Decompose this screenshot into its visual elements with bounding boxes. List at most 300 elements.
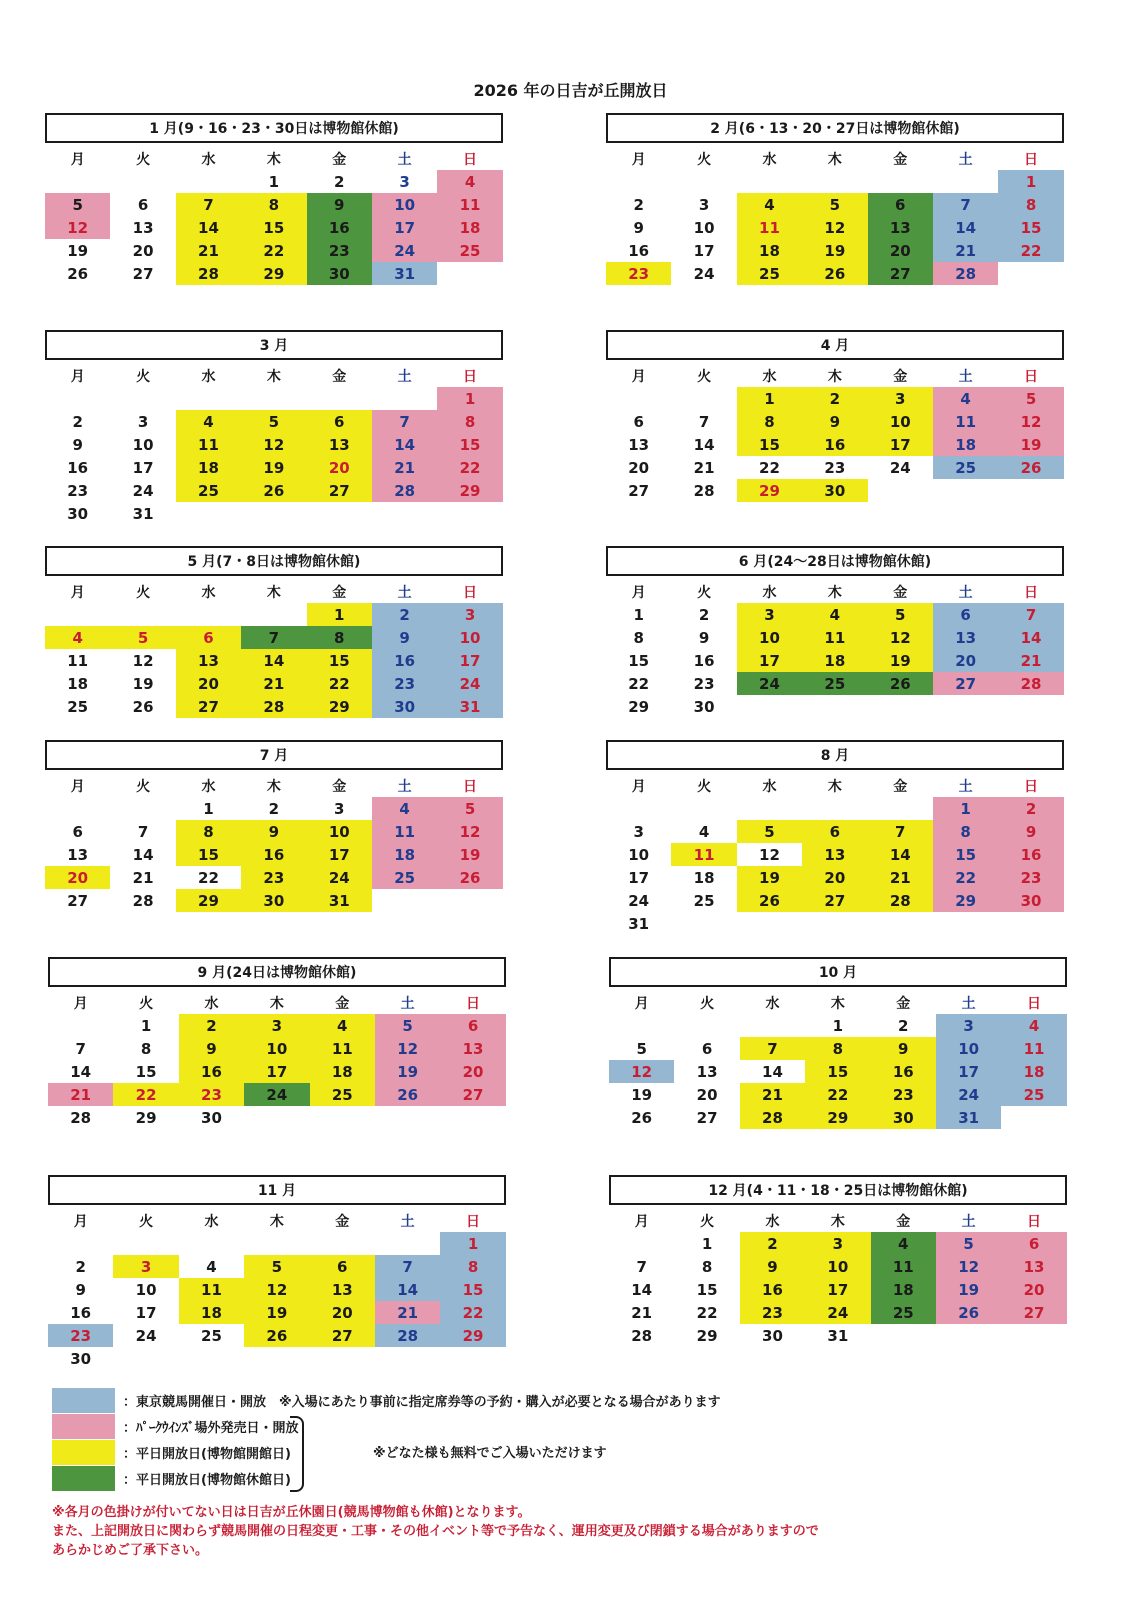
day-cell: 16 <box>693 651 715 670</box>
weekday-header: 土 <box>961 1213 976 1230</box>
day-cell: 24 <box>307 866 372 889</box>
empty-cell <box>110 170 175 193</box>
day-cell: 5 <box>636 1039 647 1058</box>
day-cell: 29 <box>696 1326 718 1345</box>
day-cell: 3 <box>113 1255 178 1278</box>
day-cell: 30 <box>307 262 372 285</box>
month-title: 6 月(24～28日は博物館休館) <box>606 546 1064 576</box>
day-cell: 7 <box>998 603 1063 626</box>
weekday-header: 月 <box>631 151 646 168</box>
empty-cell <box>113 1232 178 1255</box>
month-12 <box>609 1175 1067 1347</box>
day-cell: 10 <box>868 410 933 433</box>
day-cell: 31 <box>132 504 154 523</box>
day-cell: 5 <box>375 1014 440 1037</box>
day-cell: 29 <box>135 1108 157 1127</box>
weekday-header: 火 <box>700 995 715 1012</box>
legend-bracket <box>290 1416 304 1492</box>
day-cell: 6 <box>72 822 83 841</box>
weekday-header: 土 <box>958 368 973 385</box>
empty-cell <box>372 387 437 410</box>
day-cell: 16 <box>67 458 89 477</box>
month-10 <box>609 957 1067 1129</box>
day-cell: 4 <box>176 410 241 433</box>
weekday-header: 日 <box>463 778 478 795</box>
day-cell: 17 <box>135 1303 157 1322</box>
day-cell: 21 <box>372 456 437 479</box>
weekday-header: 木 <box>266 368 281 385</box>
weekday-header: 金 <box>335 995 350 1012</box>
weekday-header: 火 <box>139 995 154 1012</box>
day-cell: 18 <box>693 868 715 887</box>
day-cell: 28 <box>70 1108 92 1127</box>
day-cell: 10 <box>936 1037 1001 1060</box>
day-cell: 16 <box>179 1060 244 1083</box>
day-cell: 11 <box>67 651 89 670</box>
day-cell: 2 <box>372 603 437 626</box>
day-cell: 31 <box>827 1326 849 1345</box>
day-cell: 16 <box>628 241 650 260</box>
day-cell: 1 <box>268 172 280 191</box>
weekday-header: 金 <box>332 368 347 385</box>
weekday-header: 月 <box>73 1213 88 1230</box>
day-cell: 20 <box>802 866 867 889</box>
day-cell: 5 <box>936 1232 1001 1255</box>
day-cell: 14 <box>372 433 437 456</box>
weekday-header: 日 <box>1027 995 1042 1012</box>
weekday-header: 水 <box>765 1213 780 1230</box>
day-cell: 17 <box>868 433 933 456</box>
day-cell: 21 <box>998 649 1063 672</box>
day-cell: 1 <box>140 1016 152 1035</box>
day-cell: 5 <box>737 820 802 843</box>
day-cell: 18 <box>802 649 867 672</box>
day-cell: 23 <box>67 481 89 500</box>
empty-cell <box>375 1232 440 1255</box>
day-cell: 29 <box>737 479 802 502</box>
calendar-grid <box>45 580 503 718</box>
day-cell: 5 <box>868 603 933 626</box>
day-cell: 31 <box>437 695 502 718</box>
page-title: 2026 年の日吉が丘開放日 <box>473 81 668 100</box>
day-cell: 12 <box>375 1037 440 1060</box>
day-cell: 29 <box>307 695 372 718</box>
day-cell: 22 <box>628 674 650 693</box>
day-cell: 17 <box>244 1060 309 1083</box>
weekday-header: 日 <box>466 995 481 1012</box>
weekday-header: 木 <box>266 778 281 795</box>
day-cell: 18 <box>179 1301 244 1324</box>
day-cell: 10 <box>628 845 650 864</box>
day-cell: 24 <box>135 1326 157 1345</box>
day-cell: 11 <box>671 843 736 866</box>
month-title: 8 月 <box>606 740 1064 770</box>
weekday-header: 月 <box>70 151 85 168</box>
legend-swatch-green <box>52 1466 115 1491</box>
day-cell: 22 <box>437 456 502 479</box>
day-cell: 7 <box>375 1255 440 1278</box>
weekday-header: 水 <box>201 778 216 795</box>
weekday-header: 日 <box>1024 368 1039 385</box>
day-cell: 22 <box>805 1083 870 1106</box>
day-cell: 13 <box>1001 1255 1066 1278</box>
empty-cell <box>45 170 110 193</box>
day-cell: 22 <box>241 239 306 262</box>
weekday-header: 木 <box>830 995 845 1012</box>
day-cell: 26 <box>244 1324 309 1347</box>
day-cell: 1 <box>832 1016 844 1035</box>
day-cell: 10 <box>135 1280 157 1299</box>
weekday-header: 火 <box>136 368 151 385</box>
weekday-header: 金 <box>896 995 911 1012</box>
weekday-header: 月 <box>73 995 88 1012</box>
day-cell: 17 <box>805 1278 870 1301</box>
legend-swatch-blue <box>52 1388 115 1413</box>
day-cell: 13 <box>440 1037 505 1060</box>
day-cell: 3 <box>399 172 410 191</box>
day-cell: 30 <box>693 697 715 716</box>
month-title: 1 月(9・16・23・30日は博物館休館) <box>45 113 503 143</box>
day-cell: 10 <box>737 626 802 649</box>
day-cell: 27 <box>440 1083 505 1106</box>
day-cell: 9 <box>698 628 710 647</box>
weekday-header: 木 <box>827 151 842 168</box>
day-cell: 29 <box>437 479 502 502</box>
day-cell: 1 <box>998 170 1063 193</box>
month-title: 11 月 <box>48 1175 506 1205</box>
weekday-header: 土 <box>400 995 415 1012</box>
day-cell: 13 <box>307 433 372 456</box>
day-cell: 15 <box>437 433 502 456</box>
empty-cell <box>933 170 998 193</box>
day-cell: 9 <box>307 193 372 216</box>
day-cell: 8 <box>241 193 306 216</box>
day-cell: 12 <box>759 845 780 864</box>
day-cell: 15 <box>696 1280 718 1299</box>
weekday-header: 月 <box>631 584 646 601</box>
day-cell: 5 <box>241 410 306 433</box>
weekday-header: 土 <box>397 151 412 168</box>
day-cell: 22 <box>307 672 372 695</box>
day-cell: 24 <box>372 239 437 262</box>
day-cell: 16 <box>802 433 867 456</box>
day-cell: 25 <box>67 697 89 716</box>
day-cell: 7 <box>241 626 306 649</box>
day-cell: 10 <box>132 435 154 454</box>
month-title: 3 月 <box>45 330 503 360</box>
month-11 <box>48 1175 506 1370</box>
day-cell: 2 <box>698 605 710 624</box>
weekday-header: 日 <box>1024 778 1039 795</box>
day-cell: 1 <box>737 387 802 410</box>
day-cell: 6 <box>137 195 149 214</box>
day-cell: 17 <box>628 868 650 887</box>
weekday-header: 水 <box>762 778 777 795</box>
day-cell: 15 <box>241 216 306 239</box>
day-cell: 9 <box>372 626 437 649</box>
weekday-header: 金 <box>335 1213 350 1230</box>
day-cell: 11 <box>179 1278 244 1301</box>
day-cell: 10 <box>307 820 372 843</box>
weekday-header: 火 <box>700 1213 715 1230</box>
day-cell: 27 <box>307 479 372 502</box>
day-cell: 18 <box>1001 1060 1066 1083</box>
month-8 <box>606 740 1064 935</box>
day-cell: 15 <box>805 1060 870 1083</box>
day-cell: 25 <box>1001 1083 1066 1106</box>
month-title: 7 月 <box>45 740 503 770</box>
day-cell: 3 <box>437 603 502 626</box>
calendar-grid <box>48 1209 506 1370</box>
month-title: 12 月(4・11・18・25日は博物館休館) <box>609 1175 1067 1205</box>
day-cell: 28 <box>933 262 998 285</box>
day-cell: 5 <box>110 626 175 649</box>
calendar-grid <box>606 774 1064 935</box>
day-cell: 11 <box>802 626 867 649</box>
day-cell: 19 <box>67 241 89 260</box>
day-cell: 23 <box>307 239 372 262</box>
day-cell: 25 <box>310 1083 375 1106</box>
day-cell: 1 <box>307 603 372 626</box>
day-cell: 27 <box>933 672 998 695</box>
day-cell: 2 <box>898 1016 909 1035</box>
empty-cell <box>868 170 933 193</box>
day-cell: 14 <box>762 1062 783 1081</box>
day-cell: 10 <box>372 193 437 216</box>
day-cell: 8 <box>633 628 644 647</box>
day-cell: 6 <box>633 412 644 431</box>
day-cell: 30 <box>762 1326 783 1345</box>
day-cell: 18 <box>437 216 502 239</box>
day-cell: 29 <box>440 1324 505 1347</box>
day-cell: 23 <box>693 674 715 693</box>
day-cell: 12 <box>244 1278 309 1301</box>
day-cell: 24 <box>628 891 650 910</box>
day-cell: 19 <box>737 866 802 889</box>
month-title: 4 月 <box>606 330 1064 360</box>
day-cell: 31 <box>372 262 437 285</box>
weekday-header: 土 <box>397 584 412 601</box>
day-cell: 3 <box>334 799 345 818</box>
legend-label: ：平日開放日(博物館開館日) <box>123 1447 291 1462</box>
day-cell: 4 <box>310 1014 375 1037</box>
day-cell: 12 <box>802 216 867 239</box>
day-cell: 12 <box>998 410 1063 433</box>
day-cell: 18 <box>737 239 802 262</box>
day-cell: 4 <box>737 193 802 216</box>
day-cell: 2 <box>75 1257 86 1276</box>
weekday-header: 木 <box>827 368 842 385</box>
weekday-header: 月 <box>70 584 85 601</box>
weekday-header: 水 <box>201 151 216 168</box>
empty-cell <box>48 1232 113 1255</box>
calendar-grid <box>609 991 1067 1129</box>
day-cell: 8 <box>737 410 802 433</box>
weekday-header: 土 <box>400 1213 415 1230</box>
day-cell: 14 <box>70 1062 92 1081</box>
empty-cell <box>307 387 372 410</box>
weekday-header: 火 <box>136 778 151 795</box>
footer-line-1: ※各月の色掛けが付いてない日は日吉が丘休園日(競馬博物館も休館)となります。 <box>52 1505 531 1520</box>
day-cell: 18 <box>310 1060 375 1083</box>
day-cell: 21 <box>631 1303 653 1322</box>
empty-cell <box>671 170 736 193</box>
day-cell: 23 <box>871 1083 936 1106</box>
day-cell: 11 <box>1001 1037 1066 1060</box>
day-cell: 16 <box>241 843 306 866</box>
day-cell: 12 <box>132 651 154 670</box>
day-cell: 3 <box>868 387 933 410</box>
weekday-header: 土 <box>958 151 973 168</box>
day-cell: 27 <box>868 262 933 285</box>
day-cell: 5 <box>998 387 1063 410</box>
day-cell: 27 <box>628 481 650 500</box>
day-cell: 30 <box>998 889 1063 912</box>
weekday-header: 日 <box>463 368 478 385</box>
weekday-header: 土 <box>958 584 973 601</box>
day-cell: 4 <box>1001 1014 1066 1037</box>
day-cell: 17 <box>693 241 715 260</box>
day-cell: 12 <box>936 1255 1001 1278</box>
day-cell: 14 <box>132 845 154 864</box>
day-cell: 15 <box>440 1278 505 1301</box>
day-cell: 18 <box>871 1278 936 1301</box>
day-cell: 13 <box>868 216 933 239</box>
day-cell: 6 <box>1001 1232 1066 1255</box>
day-cell: 4 <box>372 797 437 820</box>
day-cell: 19 <box>802 239 867 262</box>
day-cell: 3 <box>698 195 710 214</box>
weekday-header: 水 <box>762 368 777 385</box>
day-cell: 7 <box>740 1037 805 1060</box>
day-cell: 26 <box>868 672 933 695</box>
day-cell: 13 <box>933 626 998 649</box>
day-cell: 30 <box>802 479 867 502</box>
weekday-header: 木 <box>827 778 842 795</box>
day-cell: 8 <box>701 1257 713 1276</box>
day-cell: 21 <box>693 458 715 477</box>
day-cell: 4 <box>698 822 710 841</box>
day-cell: 17 <box>936 1060 1001 1083</box>
day-cell: 10 <box>805 1255 870 1278</box>
weekday-header: 火 <box>136 151 151 168</box>
empty-cell <box>737 170 802 193</box>
day-cell: 20 <box>1001 1278 1066 1301</box>
empty-cell <box>606 170 671 193</box>
day-cell: 14 <box>998 626 1063 649</box>
day-cell: 28 <box>132 891 154 910</box>
day-cell: 1 <box>701 1234 713 1253</box>
day-cell: 1 <box>933 797 998 820</box>
day-cell: 22 <box>198 868 219 887</box>
month-title: 9 月(24日は博物館休館) <box>48 957 506 987</box>
day-cell: 16 <box>307 216 372 239</box>
empty-cell <box>241 387 306 410</box>
weekday-header: 月 <box>634 995 649 1012</box>
day-cell: 25 <box>737 262 802 285</box>
day-cell: 2 <box>802 387 867 410</box>
weekday-header: 水 <box>201 584 216 601</box>
legend-swatch-yellow <box>52 1440 115 1465</box>
day-cell: 10 <box>437 626 502 649</box>
day-cell: 11 <box>176 433 241 456</box>
day-cell: 4 <box>206 1257 217 1276</box>
weekday-header: 土 <box>397 778 412 795</box>
day-cell: 29 <box>628 697 650 716</box>
day-cell: 31 <box>628 914 650 933</box>
weekday-header: 日 <box>1024 151 1039 168</box>
day-cell: 13 <box>628 435 650 454</box>
day-cell: 25 <box>201 1326 222 1345</box>
free-entry-note: ※どなた様も無料でご入場いただけます <box>373 1446 607 1461</box>
day-cell: 19 <box>437 843 502 866</box>
day-cell: 1 <box>633 605 644 624</box>
day-cell: 15 <box>307 649 372 672</box>
legend-row-weekday-closed-museum <box>52 1466 721 1491</box>
day-cell: 30 <box>241 889 306 912</box>
day-cell: 13 <box>696 1062 718 1081</box>
day-cell: 24 <box>889 458 911 477</box>
legend-label: ：ﾊﾟｰｸｳｲﾝｽﾞ場外発売日・開放 <box>123 1421 299 1436</box>
empty-cell <box>48 1014 113 1037</box>
day-cell: 19 <box>375 1060 440 1083</box>
weekday-header: 火 <box>697 584 712 601</box>
day-cell: 16 <box>740 1278 805 1301</box>
weekday-header: 水 <box>204 995 219 1012</box>
day-cell: 23 <box>606 262 671 285</box>
empty-cell <box>606 797 671 820</box>
day-cell: 14 <box>693 435 715 454</box>
day-cell: 29 <box>805 1106 870 1129</box>
day-cell: 17 <box>437 649 502 672</box>
day-cell: 21 <box>375 1301 440 1324</box>
day-cell: 26 <box>67 264 89 283</box>
empty-cell <box>609 1232 674 1255</box>
day-cell: 6 <box>933 603 998 626</box>
weekday-header: 日 <box>1024 584 1039 601</box>
empty-cell <box>310 1232 375 1255</box>
day-cell: 19 <box>132 674 154 693</box>
day-cell: 21 <box>48 1083 113 1106</box>
day-cell: 9 <box>871 1037 936 1060</box>
day-cell: 15 <box>628 651 650 670</box>
day-cell: 22 <box>113 1083 178 1106</box>
day-cell: 12 <box>45 216 110 239</box>
empty-cell <box>606 387 671 410</box>
day-cell: 4 <box>45 626 110 649</box>
day-cell: 2 <box>740 1232 805 1255</box>
day-cell: 14 <box>241 649 306 672</box>
day-cell: 11 <box>737 216 802 239</box>
weekday-header: 水 <box>762 584 777 601</box>
day-cell: 10 <box>244 1037 309 1060</box>
day-cell: 15 <box>737 433 802 456</box>
day-cell: 7 <box>137 822 149 841</box>
day-cell: 30 <box>67 504 89 523</box>
weekday-header: 水 <box>204 1213 219 1230</box>
empty-cell <box>45 387 110 410</box>
weekday-header: 月 <box>631 368 646 385</box>
empty-cell <box>671 797 736 820</box>
day-cell: 2 <box>334 172 345 191</box>
day-cell: 24 <box>132 481 154 500</box>
day-cell: 13 <box>132 218 154 237</box>
day-cell: 12 <box>437 820 502 843</box>
day-cell: 29 <box>176 889 241 912</box>
day-cell: 27 <box>67 891 89 910</box>
day-cell: 22 <box>933 866 998 889</box>
weekday-header: 金 <box>893 151 908 168</box>
